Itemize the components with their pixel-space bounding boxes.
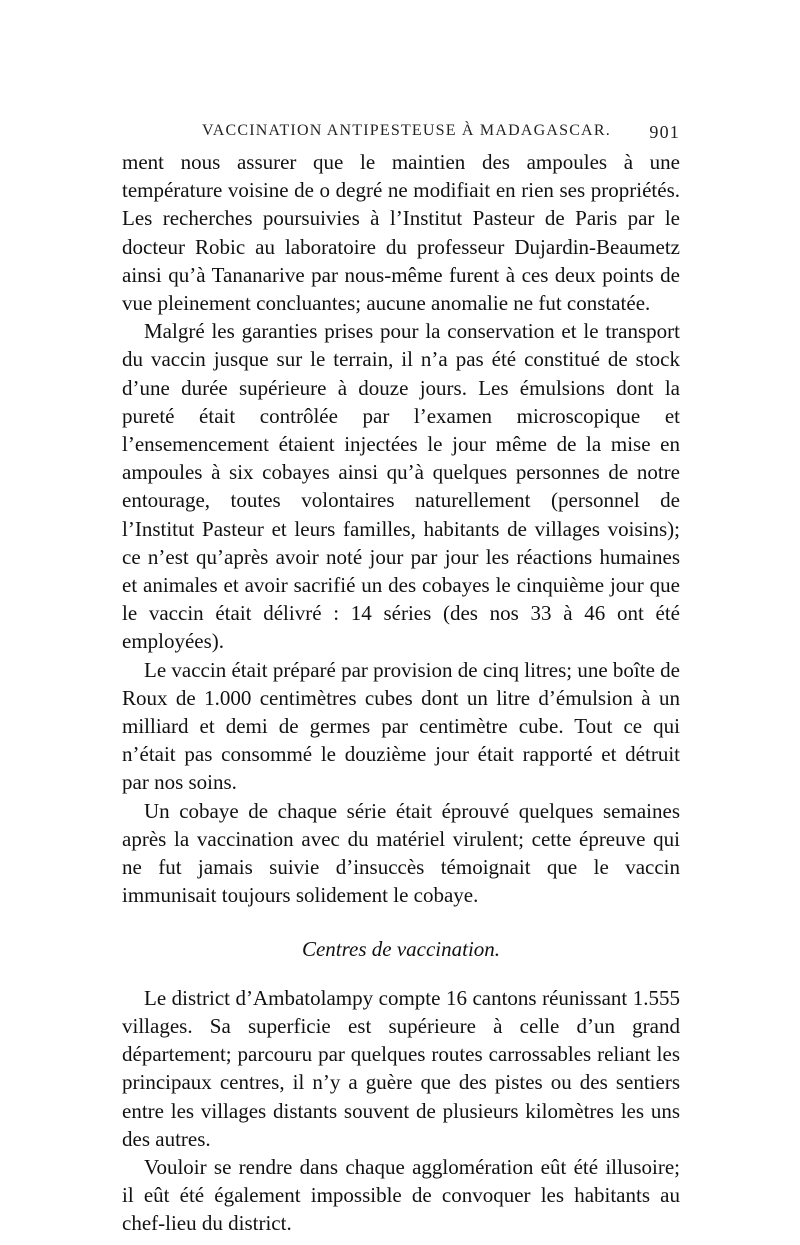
page-number: 901: [649, 122, 680, 142]
running-title: VACCINATION ANTIPESTEUSE À MADAGASCAR.: [202, 122, 611, 139]
paragraph: Un cobaye de chaque série était éprouvé quelques semaines après la vaccination avec du matériel virulent; cette épreuve qui ne fut jamais suivie d’insuccès témoignait que le vaccin immunisait toujours solidement le cobaye.: [122, 798, 680, 908]
body-text: [122, 148, 680, 1238]
paragraph: Le district d’Ambatolampy compte 16 cantons réunissant 1.555 villages. Sa superficie est supérieure à celle d’un grand département; parcouru par quelques routes carrossables reliant les principaux centres, il n’y a guère que des pistes ou des sentiers entre les villages distants souvent de plusieurs kilomètres les uns des autres.: [122, 985, 680, 1151]
section-heading: Centres de vaccination.: [301, 937, 501, 962]
paragraph: Le vaccin était préparé par provision de cinq litres; une boîte de Roux de 1.000 centimètres cubes dont un litre d’émulsion à un milliard et demi de germes par centimètre cube. Tout ce qui n’était pas consommé le douzième jour était rapporté et détruit par nos soins.: [122, 657, 680, 795]
paragraph: ment nous assurer que le maintien des ampoules à une température voisine de o degré ne modifiait en rien ses propriétés. Les recherches poursuivies à l’Institut Pasteur de Paris par le docteur Robic au laboratoire du professeur Dujardin-Beaumetz ainsi qu’à Tananarive par nous-même furent à ces deux points de vue pleinement concluantes; aucune anomalie ne fut constatée.: [122, 150, 680, 316]
paragraph: Vouloir se rendre dans chaque agglomération eût été illusoire; il eût été également impossible de convoquer les habitants au chef-lieu du district.: [122, 1154, 680, 1236]
document-page: [122, 118, 680, 1238]
running-header: [122, 118, 680, 148]
paragraph: Malgré les garanties prises pour la conservation et le transport du vaccin jusque sur le terrain, il n’a pas été constitué de stock d’une durée supérieure à douze jours. Les émulsions dont la pureté était contrôlée par l’examen microscopique et l’ensemencement étaient injectées le jour même de la mise en ampoules à six cobayes ainsi qu’à quelques personnes de notre entourage, toutes volontaires naturellement (personnel de l’Institut Pasteur et leurs familles, habitants de villages voisins); ce n’est qu’après avoir noté jour par jour les réactions humaines et animales et avoir sacrifié un des cobayes le cinquième jour que le vaccin était délivré : 14 séries (des nos 33 à 46 ont été employées).: [122, 319, 680, 654]
